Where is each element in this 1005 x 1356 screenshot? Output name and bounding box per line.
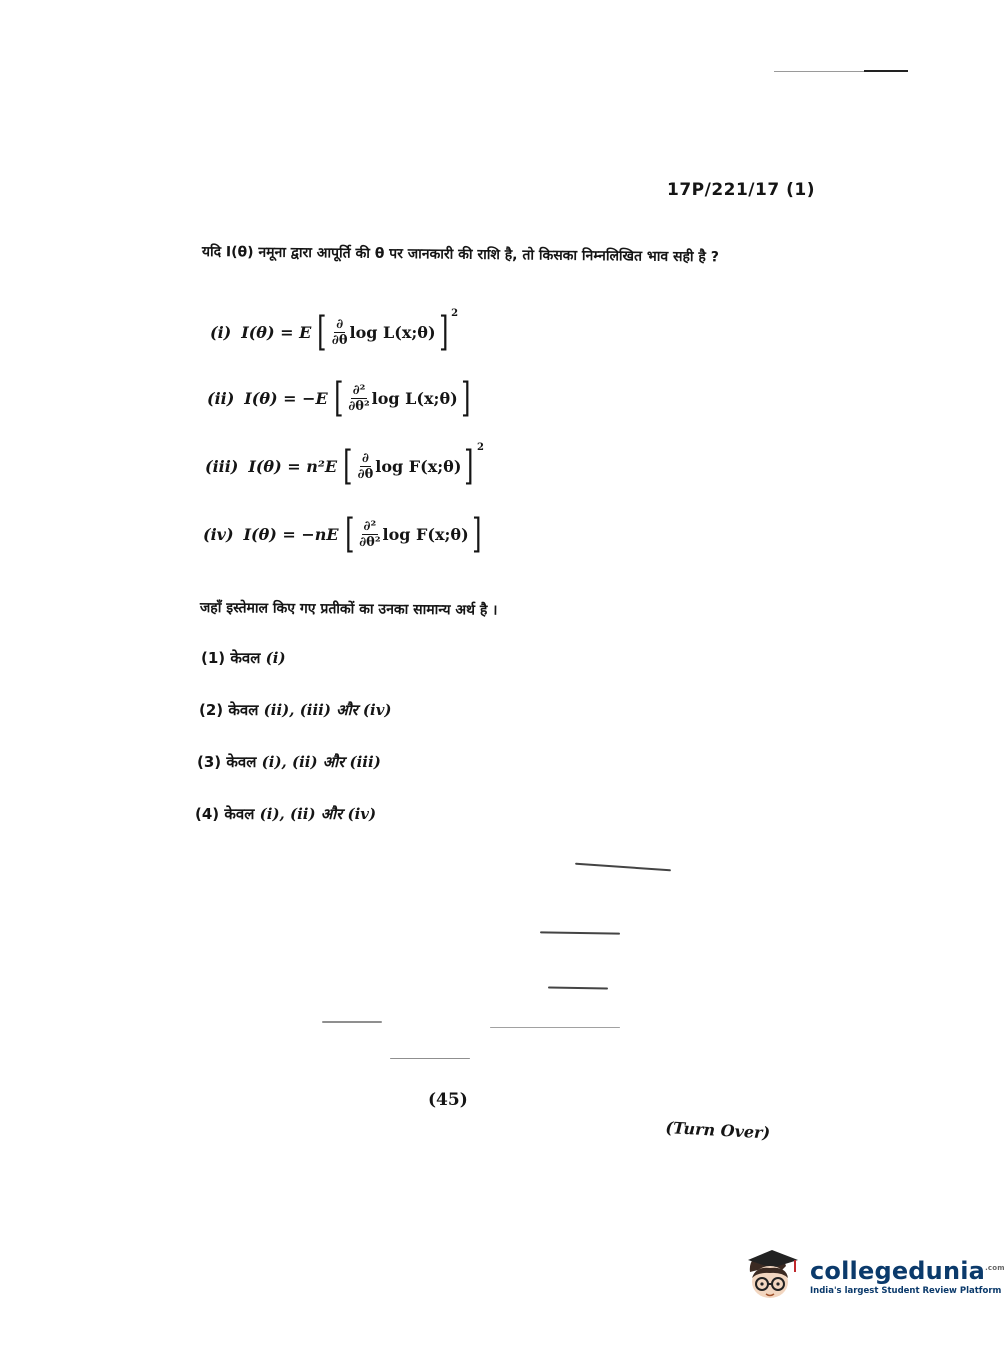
fraction-denominator: ∂θ	[331, 332, 348, 348]
bracket-open: [	[333, 375, 344, 421]
statement-lhs: I(θ) = −E	[244, 388, 328, 408]
question-text: यदि I(θ) नमूना द्वारा आपूर्ति की θ पर जानकारी की राशि है, तो किसका निम्नलिखित भाव सही है ?	[201, 243, 719, 266]
statement-number: (ii)	[207, 388, 235, 408]
option-refs: (i)	[265, 649, 286, 667]
bracket-close: ]	[464, 443, 474, 489]
student-mascot-icon	[742, 1248, 802, 1304]
paper-code: 17P/221/17 (1)	[667, 180, 815, 200]
statement-function: log F(x;θ)	[375, 456, 462, 476]
symbols-note: जहाँ इस्तेमाल किए गए प्रतीकों का उनका सामान्य अर्थ है ।	[199, 599, 498, 619]
statement-i	[210, 308, 459, 355]
statement-number: (iv)	[203, 524, 234, 544]
partial-fraction	[348, 383, 369, 414]
exponent: 2	[477, 442, 484, 453]
answer-option-1[interactable]	[201, 648, 286, 668]
fraction-numerator: ∂	[336, 316, 344, 332]
statement-lhs: I(θ) = n²E	[248, 456, 338, 476]
logo-wordmark: collegedunia	[810, 1256, 986, 1285]
fraction-denominator: ∂θ²	[348, 398, 370, 414]
answer-option-4[interactable]	[195, 804, 376, 824]
statement-lhs: I(θ) = −nE	[243, 524, 339, 544]
option-number: (3)	[197, 753, 222, 771]
statement-function: log L(x;θ)	[349, 322, 436, 342]
logo-suffix: .com	[985, 1263, 1005, 1272]
scan-smudge	[548, 986, 608, 989]
option-number: (2)	[199, 701, 224, 719]
scan-smudge	[540, 931, 620, 934]
fraction-numerator: ∂²	[352, 382, 366, 398]
option-text: केवल	[228, 701, 259, 719]
page-number: (45)	[428, 1090, 468, 1110]
bracket-close: ]	[438, 309, 449, 355]
scan-smudge	[322, 1021, 382, 1023]
statement-iii	[205, 442, 484, 489]
bracket-close: ]	[471, 511, 482, 557]
partial-fraction	[332, 317, 348, 348]
option-text: केवल	[224, 805, 255, 823]
logo-tagline: India's largest Student Review Platform	[810, 1285, 1002, 1296]
fraction-numerator: ∂²	[363, 518, 377, 534]
option-number: (4)	[195, 805, 220, 823]
scan-smudge	[490, 1027, 620, 1028]
option-refs: (i), (ii) और (iii)	[261, 753, 381, 771]
partial-fraction	[358, 451, 374, 482]
statement-lhs: I(θ) = E	[241, 322, 312, 342]
scan-smudge	[390, 1058, 470, 1059]
turn-over-label: (Turn Over)	[665, 1118, 771, 1143]
statement-number: (i)	[210, 322, 232, 342]
option-refs: (i), (ii) और (iv)	[259, 805, 377, 823]
fraction-numerator: ∂	[362, 450, 369, 466]
answer-option-2[interactable]	[199, 700, 392, 720]
bracket-close: ]	[460, 375, 471, 421]
top-rule	[774, 71, 908, 72]
option-number: (1)	[201, 649, 226, 667]
collegedunia-watermark	[742, 1248, 1005, 1304]
statement-iv	[203, 511, 484, 557]
exponent: 2	[451, 308, 459, 319]
partial-fraction	[359, 519, 380, 550]
statement-function: log L(x;θ)	[371, 388, 458, 408]
statement-number: (iii)	[205, 456, 239, 476]
bracket-open: [	[344, 511, 355, 557]
scan-smudge	[575, 863, 671, 872]
fraction-denominator: ∂θ	[357, 466, 374, 482]
statement-function: log F(x;θ)	[382, 524, 469, 544]
answer-option-3[interactable]	[197, 752, 381, 772]
option-text: केवल	[226, 753, 257, 771]
option-refs: (ii), (iii) और (iv)	[263, 701, 392, 719]
fraction-denominator: ∂θ²	[359, 534, 381, 550]
bracket-open: [	[317, 309, 327, 355]
statement-ii	[207, 375, 473, 421]
option-text: केवल	[230, 649, 261, 667]
bracket-open: [	[343, 443, 353, 489]
